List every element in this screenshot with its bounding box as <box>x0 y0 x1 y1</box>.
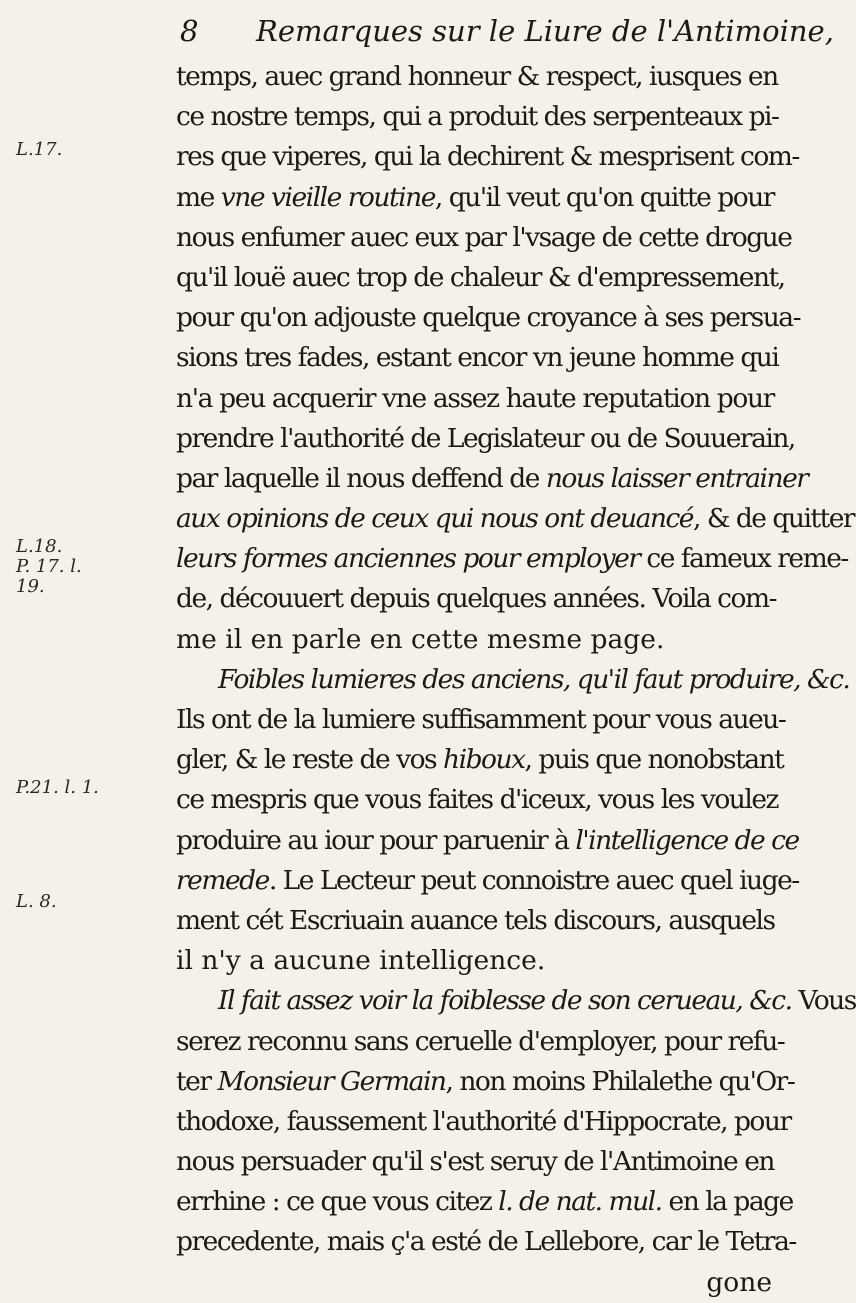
text-line <box>176 137 799 177</box>
text-run-italic: hiboux <box>443 744 525 776</box>
text-run: ce mespris que vous faites d'iceux, vous les voulez <box>176 784 778 816</box>
body-text <box>176 57 856 1303</box>
text-run: ce fameux reme- <box>639 543 848 575</box>
margin-note: L.17. <box>16 139 63 160</box>
text-line <box>176 459 808 499</box>
margin-note: L.18. <box>16 536 63 557</box>
margin-note: P. 17. l. <box>16 556 82 577</box>
text-run: , non moins Philalethe qu'Or- <box>445 1065 795 1097</box>
text-run: errhine : ce que vous citez <box>176 1186 499 1218</box>
text-run-italic: Monsieur Germain <box>217 1065 446 1097</box>
text-run: ment cét Escriuain auance tels discours, ausquels <box>176 904 775 936</box>
text-line <box>176 57 776 97</box>
text-line <box>176 620 776 660</box>
text-line <box>176 338 779 378</box>
text-line <box>176 700 786 740</box>
text-line <box>176 258 785 298</box>
text-run: par laquelle il nous deffend de <box>176 462 546 494</box>
text-run: me <box>176 181 221 213</box>
text-run-italic: remede <box>176 864 269 896</box>
text-run-italic: aux opinions de ceux qui nous ont deuancé <box>176 503 693 535</box>
text-run: ce nostre temps, qui a produit des serpenteaux pi- <box>176 101 779 133</box>
text-run-italic: Foibles lumieres des anciens, qu'il faut produire, &c. <box>218 663 850 695</box>
page-number: 8 <box>180 14 199 48</box>
text-run: Ils ont de la lumiere suffisamment pour vous aueu- <box>176 704 786 735</box>
text-run-italic: Il fait assez voir la foiblesse de son cerueau, &c. <box>218 985 792 1017</box>
text-run: il n'y a aucune intelligence. <box>176 945 546 977</box>
text-run: nous persuader qu'il s'est seruy de l'Antimoine en <box>176 1146 775 1178</box>
text-run: . Le Lecteur peut connoistre auec quel iuge- <box>268 864 799 896</box>
margin-note: L. 8. <box>16 891 57 912</box>
text-run: produire au iour pour paruenir à <box>176 824 576 856</box>
text-line <box>176 941 776 981</box>
text-line <box>176 1222 796 1262</box>
catchword-text: gone <box>706 1266 772 1298</box>
text-line <box>176 821 799 861</box>
text-run: qu'il louë auec trop de chaleur & d'empressement, <box>176 261 785 293</box>
margin-note: P.21. l. 1. <box>16 777 99 798</box>
text-run: serez reconnu sans ceruelle d'employer, pour refu- <box>176 1025 785 1057</box>
text-run: , puis que nonobstant <box>524 744 784 776</box>
text-run: gler, & le reste de vos <box>176 744 444 776</box>
text-line <box>176 379 776 419</box>
text-run-italic: nous laisser entrainer <box>545 462 808 494</box>
text-line <box>176 579 776 619</box>
text-run: , qu'il veut qu'on quitte pour <box>434 181 774 213</box>
text-line <box>176 499 855 539</box>
text-line <box>176 660 850 700</box>
text-line <box>176 901 776 941</box>
text-line <box>176 1182 793 1222</box>
text-run: n'a peu acquerir vne assez haute reputation pour <box>176 382 774 414</box>
text-run-italic: l. de nat. mul. <box>498 1186 662 1218</box>
text-run: en la page <box>661 1186 793 1218</box>
text-line <box>176 419 795 459</box>
text-line <box>176 1142 776 1182</box>
text-line <box>176 298 801 338</box>
text-run-italic: leurs formes anciennes pour employer <box>176 543 640 575</box>
text-run: precedente, mais ç'a esté de Lellebore, car le Tetra- <box>176 1226 796 1258</box>
text-run-italic: l'intelligence de ce <box>575 824 799 856</box>
text-run: pour qu'on adjouste quelque croyance à ses persua- <box>176 302 801 334</box>
text-line <box>176 1062 795 1102</box>
running-title: Remarques sur le Liure de l'Antimoine, <box>256 14 834 48</box>
text-run: thodoxe, faussement l'authorité d'Hippocrate, pour <box>176 1105 791 1137</box>
catchword <box>176 1263 776 1303</box>
text-line <box>176 740 784 780</box>
text-line <box>176 218 792 258</box>
text-line <box>176 97 779 137</box>
text-run: ter <box>176 1065 218 1097</box>
text-run: prendre l'authorité de Legislateur ou de Souuerain, <box>176 422 795 454</box>
text-run: me il en parle en cette mesme page. <box>176 623 665 655</box>
text-run: temps, auec grand honneur & respect, iusques en <box>176 61 778 92</box>
text-line <box>176 178 776 218</box>
text-line <box>176 780 776 820</box>
text-run: , & de quitter <box>692 503 855 535</box>
margin-note: 19. <box>16 576 45 597</box>
text-run: sions tres fades, estant encor vn jeune homme qui <box>176 342 779 374</box>
text-run: res que viperes, qui la dechirent & mesprisent com- <box>176 141 799 173</box>
text-line <box>176 539 848 579</box>
text-run: Vous <box>791 985 856 1017</box>
text-line <box>176 981 856 1021</box>
text-line <box>176 861 799 901</box>
text-line <box>176 1022 785 1062</box>
text-run-italic: vne vieille routine <box>220 181 435 213</box>
text-run: de, découuert depuis quelques années. Voila com- <box>176 583 777 615</box>
running-head <box>176 14 834 54</box>
text-run: nous enfumer auec eux par l'vsage de cette drogue <box>176 221 792 253</box>
text-line <box>176 1102 791 1142</box>
